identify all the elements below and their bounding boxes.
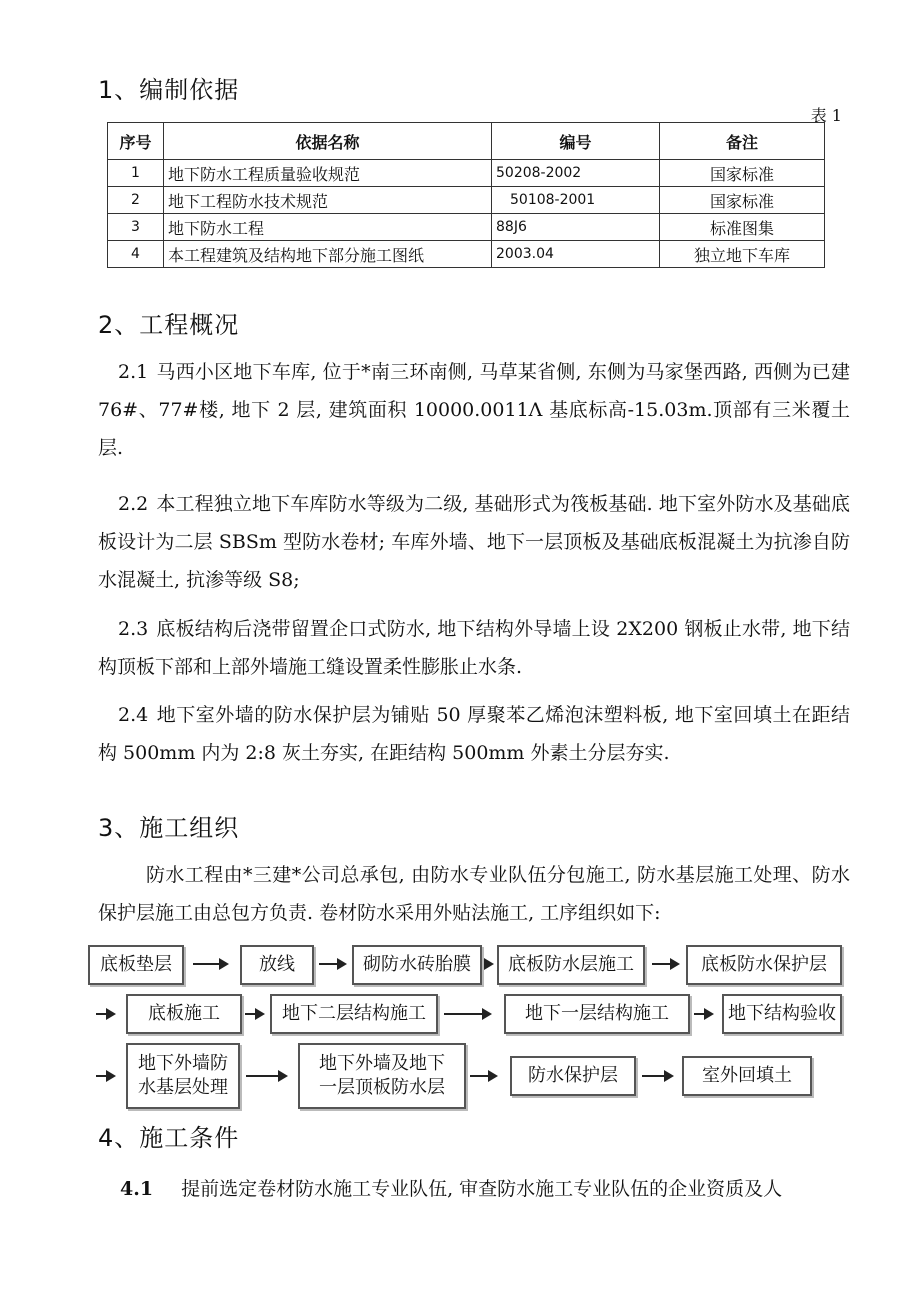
flow-step: 砌防水砖胎膜	[352, 945, 482, 985]
para-number: 4.1	[120, 1178, 154, 1200]
para-number: 2.4	[118, 704, 149, 726]
arrow-right-icon	[245, 1013, 263, 1015]
paragraph-2-1	[98, 353, 850, 467]
paragraph-3-1: 防水工程由*三建*公司总承包, 由防水专业队伍分包施工, 防水基层施工处理、防水保护层施工由总包方负责. 卷材防水采用外贴法施工, 工序组织如下:	[98, 864, 850, 924]
row-name: 地下工程防水技术规范	[164, 187, 492, 214]
para-text: 本工程独立地下车库防水等级为二级, 基础形式为筏板基础. 地下室外防水及基础底板设计为二层 SBSm 型防水卷材; 车库外墙、地下一层顶板及基础底板混凝土为抗渗自防水混凝土, 抗渗等级 S8;	[98, 493, 850, 591]
row-name: 地下防水工程	[164, 214, 492, 241]
basis-table	[107, 122, 825, 268]
arrow-right-icon	[470, 1075, 496, 1077]
section-3-title: 3、施工组织	[98, 814, 240, 842]
row-name: 地下防水工程质量验收规范	[164, 160, 492, 187]
flow-step	[298, 1043, 466, 1109]
flow-step-line: 一层顶板防水层	[319, 1077, 445, 1098]
flow-step: 地下一层结构施工	[504, 994, 690, 1034]
flow-step-line: 地下外墙防	[138, 1053, 228, 1074]
arrow-right-icon	[96, 1013, 114, 1015]
row-code: 88J6	[492, 214, 660, 241]
row-code: 2003.04	[492, 241, 660, 268]
flow-step: 底板施工	[126, 994, 242, 1034]
arrow-right-icon	[642, 1075, 672, 1077]
row-no: 2	[108, 187, 164, 214]
row-note: 独立地下车库	[660, 241, 825, 268]
table-row	[108, 187, 825, 214]
table-header-row	[108, 123, 825, 160]
table-row	[108, 241, 825, 268]
arrow-right-icon	[486, 963, 492, 965]
flow-step	[126, 1043, 240, 1109]
row-code: 50108-2001	[492, 187, 660, 214]
arrow-right-icon	[694, 1013, 712, 1015]
paragraph-2-4	[98, 696, 850, 772]
para-number: 2.2	[118, 493, 149, 515]
row-no: 3	[108, 214, 164, 241]
para-number: 2.1	[118, 361, 149, 383]
para-text: 底板结构后浇带留置企口式防水, 地下结构外导墙上设 2X200 钢板止水带, 地下结构顶板下部和上部外墙施工缝设置柔性膨胀止水条.	[98, 618, 850, 678]
arrow-right-icon	[246, 1075, 286, 1077]
flow-step: 底板垫层	[88, 945, 184, 985]
arrow-right-icon	[319, 963, 345, 965]
row-note: 标准图集	[660, 214, 825, 241]
flow-step: 室外回填土	[682, 1056, 812, 1096]
header-no: 序号	[108, 123, 164, 160]
row-name: 本工程建筑及结构地下部分施工图纸	[164, 241, 492, 268]
flow-step: 底板防水层施工	[497, 945, 645, 985]
paragraph-2-3	[98, 610, 850, 686]
flow-step-line: 水基层处理	[138, 1077, 228, 1098]
flow-step: 防水保护层	[510, 1056, 636, 1096]
row-code: 50208-2002	[492, 160, 660, 187]
arrow-right-icon	[96, 1075, 114, 1077]
para-text: 地下室外墙的防水保护层为铺贴 50 厚聚苯乙烯泡沫塑料板, 地下室回填土在距结构 500mm 内为 2:8 灰土夯实, 在距结构 500mm 外素土分层夯实.	[98, 704, 850, 764]
flow-step-line: 地下外墙及地下	[319, 1053, 445, 1074]
table-row	[108, 214, 825, 241]
flow-step: 底板防水保护层	[686, 945, 842, 985]
row-no: 4	[108, 241, 164, 268]
header-code: 编号	[492, 123, 660, 160]
section-2-title: 2、工程概况	[98, 311, 240, 339]
row-note: 国家标准	[660, 187, 825, 214]
paragraph-2-2	[98, 485, 850, 599]
flow-step: 放线	[240, 945, 314, 985]
arrow-right-icon	[193, 963, 227, 965]
para-number: 2.3	[118, 618, 149, 640]
flow-step: 地下结构验收	[722, 994, 842, 1034]
arrow-right-icon	[444, 1013, 490, 1015]
table-caption: 表 1	[810, 106, 842, 125]
section-1-title: 1、编制依据	[98, 76, 240, 104]
paragraph-4-1	[98, 1170, 850, 1208]
section-4-title: 4、施工条件	[98, 1124, 240, 1152]
header-note: 备注	[660, 123, 825, 160]
row-no: 1	[108, 160, 164, 187]
para-text: 提前选定卷材防水施工专业队伍, 审查防水施工专业队伍的企业资质及人	[181, 1178, 783, 1200]
table-row	[108, 160, 825, 187]
row-note: 国家标准	[660, 160, 825, 187]
flow-step: 地下二层结构施工	[270, 994, 438, 1034]
para-text: 马西小区地下车库, 位于*南三环南侧, 马草某省侧, 东侧为马家堡西路, 西侧为已建 76#、77#楼, 地下 2 层, 建筑面积 10000.0011Λ 基底标高-15.03m.顶部有三米覆土层.	[98, 361, 850, 459]
header-name: 依据名称	[164, 123, 492, 160]
arrow-right-icon	[652, 963, 678, 965]
